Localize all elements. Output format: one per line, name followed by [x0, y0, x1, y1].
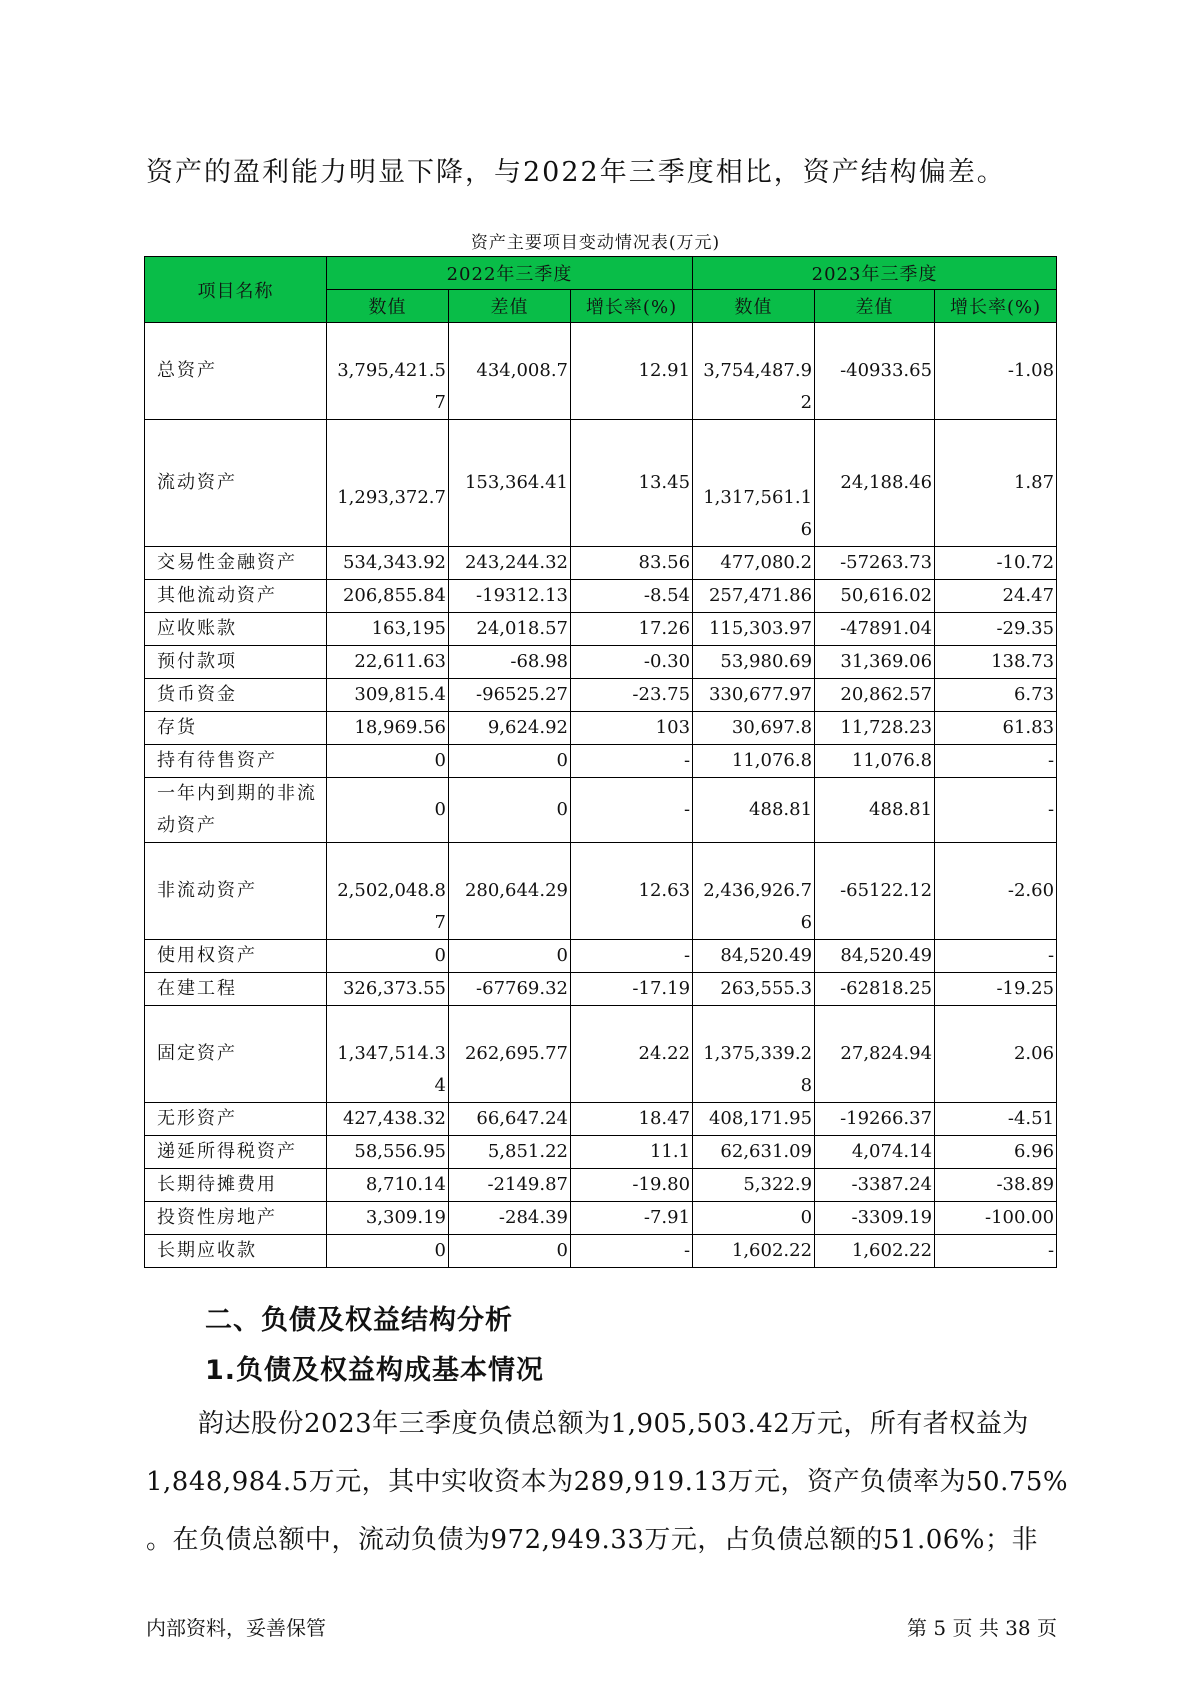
cell-rate-2023: -	[935, 745, 1057, 778]
cell-rate-2022: -	[571, 940, 693, 973]
asset-change-table	[144, 256, 1057, 1268]
cell-value-2023: 5,322.9	[693, 1169, 815, 1202]
cell-value-2023: 1,602.22	[693, 1235, 815, 1268]
table-row	[145, 323, 1057, 420]
table-row	[145, 420, 1057, 547]
row-name: 流动资产	[145, 420, 327, 547]
row-name: 交易性金融资产	[145, 547, 327, 580]
table-row	[145, 1202, 1057, 1235]
table-row	[145, 1136, 1057, 1169]
table-caption: 资产主要项目变动情况表(万元)	[470, 233, 721, 253]
cell-value-2023: 115,303.97	[693, 613, 815, 646]
table-row	[145, 580, 1057, 613]
table-row	[145, 613, 1057, 646]
cell-rate-2023: -19.25	[935, 973, 1057, 1006]
cell-diff-2022: -19312.13	[449, 580, 571, 613]
cell-diff-2022: 0	[449, 1235, 571, 1268]
table-row	[145, 1169, 1057, 1202]
cell-diff-2022: -96525.27	[449, 679, 571, 712]
paragraph-line: 。在负债总额中，流动负债为972,949.33万元，占负债总额的51.06%；非	[146, 1525, 1039, 1555]
row-name: 一年内到期的非流动资产	[145, 778, 327, 843]
cell-diff-2022: -67769.32	[449, 973, 571, 1006]
row-name: 固定资产	[145, 1006, 327, 1103]
cell-value-2023: 477,080.2	[693, 547, 815, 580]
cell-rate-2023: -4.51	[935, 1103, 1057, 1136]
table-row	[145, 778, 1057, 843]
body-paragraph	[146, 1395, 1069, 1569]
table-row	[145, 547, 1057, 580]
cell-value-2022: 309,815.4	[327, 679, 449, 712]
cell-diff-2023: -57263.73	[815, 547, 935, 580]
cell-value-2023: 3,754,487.92	[693, 323, 815, 420]
cell-rate-2023: -2.60	[935, 843, 1057, 940]
cell-diff-2022: 66,647.24	[449, 1103, 571, 1136]
cell-value-2023: 0	[693, 1202, 815, 1235]
cell-diff-2023: 24,188.46	[815, 420, 935, 547]
cell-value-2022: 0	[327, 940, 449, 973]
table-row	[145, 843, 1057, 940]
header-rate-2023: 增长率(%)	[935, 290, 1057, 323]
cell-value-2023: 84,520.49	[693, 940, 815, 973]
table-row	[145, 973, 1057, 1006]
header-period-2023: 2023年三季度	[693, 257, 1057, 290]
footer-left: 内部资料，妥善保管	[146, 1616, 326, 1640]
row-name: 使用权资产	[145, 940, 327, 973]
footer-page-number: 第 5 页 共 38 页	[907, 1616, 1057, 1640]
cell-diff-2023: 84,520.49	[815, 940, 935, 973]
cell-rate-2022: 12.63	[571, 843, 693, 940]
cell-rate-2022: -7.91	[571, 1202, 693, 1235]
cell-value-2023: 62,631.09	[693, 1136, 815, 1169]
cell-diff-2023: 1,602.22	[815, 1235, 935, 1268]
paragraph-line: 1,848,984.5万元，其中实收资本为289,919.13万元，资产负债率为50.75%	[146, 1467, 1069, 1497]
table-row	[145, 1103, 1057, 1136]
cell-value-2022: 58,556.95	[327, 1136, 449, 1169]
cell-diff-2023: -65122.12	[815, 843, 935, 940]
row-name: 投资性房地产	[145, 1202, 327, 1235]
cell-diff-2023: 488.81	[815, 778, 935, 843]
cell-diff-2023: -40933.65	[815, 323, 935, 420]
cell-value-2022: 534,343.92	[327, 547, 449, 580]
table-row	[145, 712, 1057, 745]
cell-diff-2022: 0	[449, 778, 571, 843]
cell-diff-2022: 280,644.29	[449, 843, 571, 940]
cell-rate-2023: -	[935, 778, 1057, 843]
cell-rate-2023: 24.47	[935, 580, 1057, 613]
cell-diff-2022: 243,244.32	[449, 547, 571, 580]
cell-diff-2023: 11,076.8	[815, 745, 935, 778]
cell-rate-2023: -38.89	[935, 1169, 1057, 1202]
cell-value-2023: 30,697.8	[693, 712, 815, 745]
paragraph-line: 韵达股份2023年三季度负债总额为1,905,503.42万元，所有者权益为	[198, 1409, 1029, 1439]
cell-value-2023: 263,555.3	[693, 973, 815, 1006]
cell-diff-2022: 153,364.41	[449, 420, 571, 547]
row-name: 其他流动资产	[145, 580, 327, 613]
cell-value-2023: 330,677.97	[693, 679, 815, 712]
cell-rate-2022: 24.22	[571, 1006, 693, 1103]
row-name: 长期待摊费用	[145, 1169, 327, 1202]
cell-value-2022: 206,855.84	[327, 580, 449, 613]
header-value-2023: 数值	[693, 290, 815, 323]
cell-diff-2022: 0	[449, 940, 571, 973]
intro-text: 资产的盈利能力明显下降，与2022年三季度相比，资产结构偏差。	[146, 157, 1006, 188]
row-name: 持有待售资产	[145, 745, 327, 778]
cell-value-2022: 427,438.32	[327, 1103, 449, 1136]
cell-rate-2023: -29.35	[935, 613, 1057, 646]
cell-rate-2023: 6.73	[935, 679, 1057, 712]
cell-rate-2023: 138.73	[935, 646, 1057, 679]
cell-diff-2023: 11,728.23	[815, 712, 935, 745]
cell-value-2022: 163,195	[327, 613, 449, 646]
header-diff-2023: 差值	[815, 290, 935, 323]
cell-diff-2022: 262,695.77	[449, 1006, 571, 1103]
table-row	[145, 1006, 1057, 1103]
row-name: 在建工程	[145, 973, 327, 1006]
cell-diff-2023: -3387.24	[815, 1169, 935, 1202]
cell-rate-2022: -23.75	[571, 679, 693, 712]
cell-value-2022: 8,710.14	[327, 1169, 449, 1202]
cell-rate-2022: 13.45	[571, 420, 693, 547]
cell-diff-2023: 27,824.94	[815, 1006, 935, 1103]
cell-rate-2023: -	[935, 940, 1057, 973]
row-name: 非流动资产	[145, 843, 327, 940]
row-name: 无形资产	[145, 1103, 327, 1136]
header-value-2022: 数值	[327, 290, 449, 323]
cell-rate-2023: -10.72	[935, 547, 1057, 580]
cell-diff-2023: -47891.04	[815, 613, 935, 646]
cell-value-2023: 488.81	[693, 778, 815, 843]
cell-rate-2022: -	[571, 745, 693, 778]
cell-diff-2023: -62818.25	[815, 973, 935, 1006]
cell-rate-2022: -	[571, 1235, 693, 1268]
cell-value-2023: 408,171.95	[693, 1103, 815, 1136]
cell-diff-2023: 31,369.06	[815, 646, 935, 679]
header-item-name: 项目名称	[145, 257, 327, 323]
cell-diff-2022: -2149.87	[449, 1169, 571, 1202]
row-name: 长期应收款	[145, 1235, 327, 1268]
cell-diff-2023: 4,074.14	[815, 1136, 935, 1169]
cell-value-2022: 3,309.19	[327, 1202, 449, 1235]
cell-value-2022: 2,502,048.87	[327, 843, 449, 940]
cell-diff-2022: 9,624.92	[449, 712, 571, 745]
cell-diff-2022: 24,018.57	[449, 613, 571, 646]
cell-rate-2022: 17.26	[571, 613, 693, 646]
cell-diff-2023: -19266.37	[815, 1103, 935, 1136]
cell-value-2023: 11,076.8	[693, 745, 815, 778]
cell-rate-2023: -100.00	[935, 1202, 1057, 1235]
cell-value-2022: 1,293,372.7	[327, 420, 449, 547]
cell-rate-2023: 61.83	[935, 712, 1057, 745]
cell-value-2022: 18,969.56	[327, 712, 449, 745]
cell-rate-2022: -	[571, 778, 693, 843]
cell-value-2023: 53,980.69	[693, 646, 815, 679]
cell-diff-2023: 20,862.57	[815, 679, 935, 712]
cell-rate-2022: 18.47	[571, 1103, 693, 1136]
table-row	[145, 745, 1057, 778]
cell-diff-2023: 50,616.02	[815, 580, 935, 613]
cell-diff-2022: 434,008.7	[449, 323, 571, 420]
cell-diff-2022: -284.39	[449, 1202, 571, 1235]
cell-value-2022: 326,373.55	[327, 973, 449, 1006]
sub-heading: 1.负债及权益构成基本情况	[205, 1355, 545, 1386]
section-heading: 二、负债及权益结构分析	[205, 1305, 513, 1336]
cell-rate-2022: 83.56	[571, 547, 693, 580]
row-name: 递延所得税资产	[145, 1136, 327, 1169]
cell-diff-2022: 0	[449, 745, 571, 778]
cell-rate-2022: 12.91	[571, 323, 693, 420]
cell-value-2023: 1,375,339.28	[693, 1006, 815, 1103]
cell-diff-2022: -68.98	[449, 646, 571, 679]
cell-rate-2022: 11.1	[571, 1136, 693, 1169]
header-rate-2022: 增长率(%)	[571, 290, 693, 323]
cell-rate-2023: 2.06	[935, 1006, 1057, 1103]
cell-rate-2022: -0.30	[571, 646, 693, 679]
table-row	[145, 1235, 1057, 1268]
row-name: 货币资金	[145, 679, 327, 712]
row-name: 应收账款	[145, 613, 327, 646]
table-row	[145, 679, 1057, 712]
cell-value-2023: 2,436,926.76	[693, 843, 815, 940]
cell-rate-2022: -8.54	[571, 580, 693, 613]
cell-rate-2022: -19.80	[571, 1169, 693, 1202]
cell-value-2023: 1,317,561.16	[693, 420, 815, 547]
row-name: 预付款项	[145, 646, 327, 679]
cell-rate-2023: -1.08	[935, 323, 1057, 420]
cell-rate-2023: 1.87	[935, 420, 1057, 547]
cell-diff-2023: -3309.19	[815, 1202, 935, 1235]
cell-value-2022: 0	[327, 778, 449, 843]
row-name: 存货	[145, 712, 327, 745]
cell-value-2022: 22,611.63	[327, 646, 449, 679]
table-row	[145, 940, 1057, 973]
cell-diff-2022: 5,851.22	[449, 1136, 571, 1169]
header-diff-2022: 差值	[449, 290, 571, 323]
row-name: 总资产	[145, 323, 327, 420]
cell-rate-2022: 103	[571, 712, 693, 745]
cell-value-2022: 1,347,514.34	[327, 1006, 449, 1103]
cell-rate-2023: -	[935, 1235, 1057, 1268]
cell-value-2022: 0	[327, 1235, 449, 1268]
table-row	[145, 646, 1057, 679]
cell-value-2022: 0	[327, 745, 449, 778]
header-period-2022: 2022年三季度	[327, 257, 693, 290]
cell-rate-2022: -17.19	[571, 973, 693, 1006]
cell-rate-2023: 6.96	[935, 1136, 1057, 1169]
cell-value-2023: 257,471.86	[693, 580, 815, 613]
cell-value-2022: 3,795,421.57	[327, 323, 449, 420]
